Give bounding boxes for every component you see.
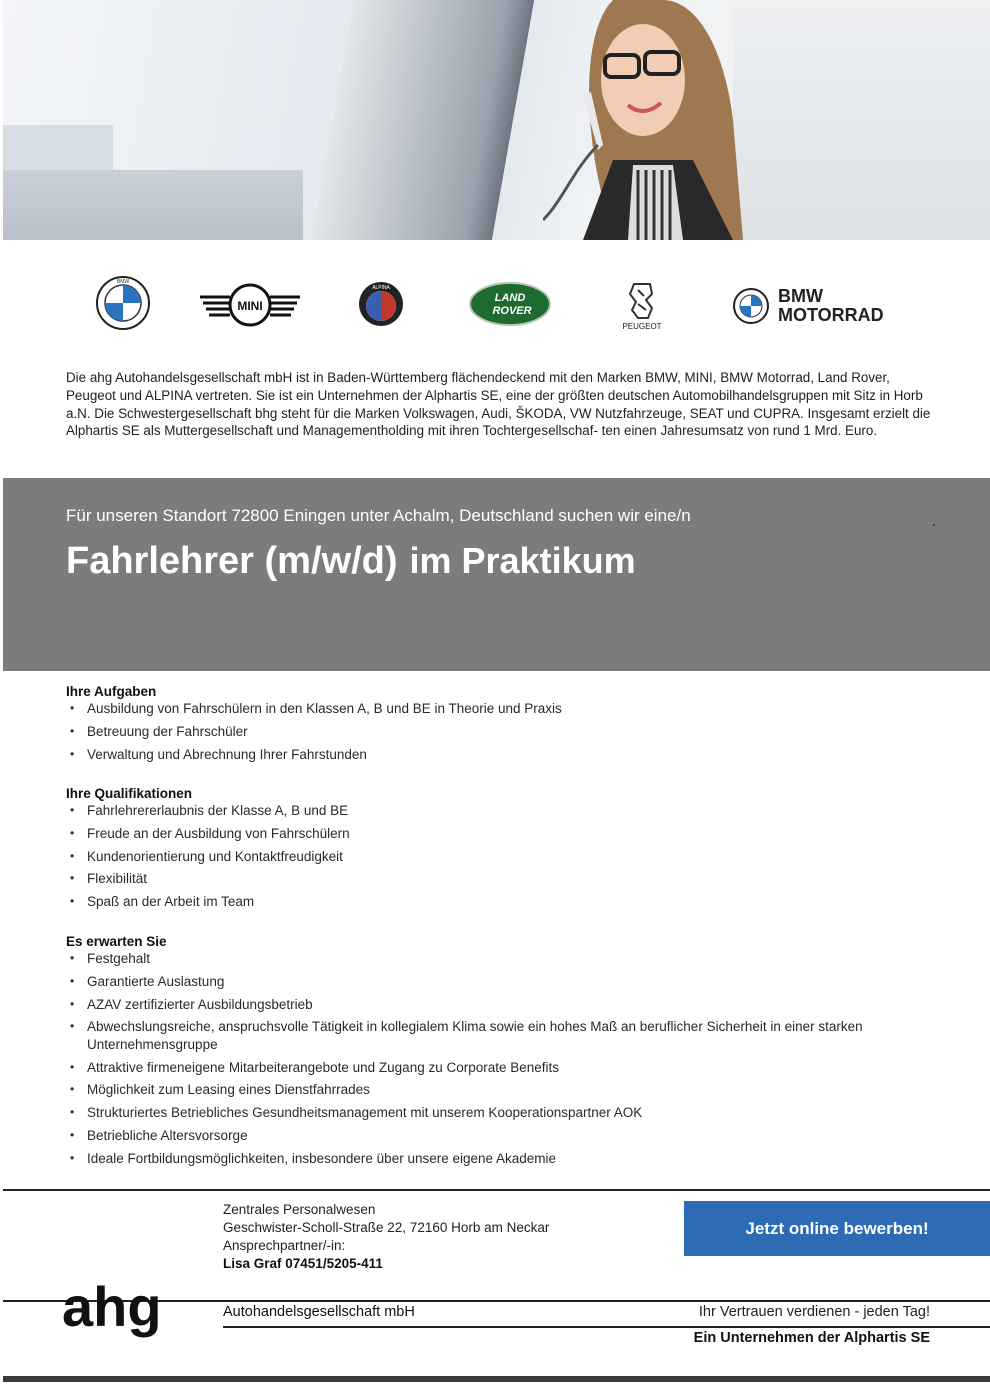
apply-online-button[interactable]: Jetzt online bewerben! — [684, 1201, 990, 1256]
list-item: • Abwechslungsreiche, anspruchsvolle Tätigkeit in kollegialem Klima sowie ein hohes Maß an beruflicher Sicherheit in einer starken Unternehmensgruppe — [66, 1018, 946, 1053]
svg-text:LAND: LAND — [494, 292, 526, 304]
list-item: • Attraktive firmeneigene Mitarbeiterangebote und Zugang zu Corporate Benefits — [66, 1059, 946, 1077]
list-item: • Fahrlehrererlaubnis der Klasse A, B und BE — [66, 802, 946, 820]
svg-text:MOTORRAD: MOTORRAD — [778, 305, 884, 325]
window-shape — [733, 0, 990, 240]
contact-department: Zentrales Personalwesen — [223, 1202, 376, 1217]
job-header-band — [3, 478, 990, 671]
job-title-main: Fahrlehrer (m/w/d) — [66, 540, 398, 582]
ahg-logo-icon — [62, 1276, 202, 1358]
peugeot-logo-icon — [608, 280, 678, 332]
qualifications-section — [66, 785, 946, 911]
company-intro: Die ahg Autohandelsgesellschaft mbH ist in Baden-Württemberg flächendeckend mit den Marken BMW, MINI, BMW Motorrad, Land Rover, Peugeot und ALPINA vertreten. Sie ist ein Unternehmen der Alphartis SE, eine der größten deutschen Automobilhandelsgruppen mit Sitz in Horb a.N. Die Schwestergesellschaft bhg steht für die Marken Volkswagen, Audi, ŠKODA, VW Nutzfahrzeuge, SEAT und CUPRA. Insgesamt erzielt die Alphartis SE als Muttergesellschaft und Managementholding mit ihren Tochtergesellschaf- ten einen Jahresumsatz von rund 1 Mrd. Euro. — [66, 370, 931, 439]
woman-on-phone-illustration — [543, 0, 743, 240]
list-item: • Festgehalt — [66, 950, 946, 968]
list-item: • Ideale Fortbildungsmöglichkeiten, insbesondere über unsere eigene Akademie — [66, 1150, 946, 1168]
list-item: • Betriebliche Altersvorsorge — [66, 1127, 946, 1145]
tasks-heading: Ihre Aufgaben — [66, 684, 157, 699]
footer-line-2 — [223, 1326, 990, 1328]
brand-logos — [90, 275, 920, 335]
land-rover-logo-icon — [468, 281, 552, 327]
contact-address: Geschwister-Scholl-Straße 22, 72160 Horb am Neckar — [223, 1220, 550, 1235]
benefits-list — [66, 950, 946, 1167]
list-item: • Möglichkeit zum Leasing eines Dienstfahrrades — [66, 1081, 946, 1099]
bmw-motorrad-logo-icon — [732, 283, 902, 329]
footer-top-divider — [3, 1189, 990, 1191]
job-title-suffix: im Praktikum — [409, 540, 636, 581]
job-title — [66, 540, 636, 583]
benefits-heading: Es erwarten Sie — [66, 934, 167, 949]
contact-label: Ansprechpartner/-in: — [223, 1238, 346, 1253]
svg-text:PEUGEOT: PEUGEOT — [622, 322, 662, 331]
list-item: • Ausbildung von Fahrschülern in den Klassen A, B und BE in Theorie und Praxis — [66, 700, 946, 718]
list-item: • Verwaltung und Abrechnung Ihrer Fahrstunden — [66, 746, 946, 764]
list-item: • Strukturiertes Betriebliches Gesundheitsmanagement mit unserem Kooperationspartner AOK — [66, 1104, 946, 1122]
desk-shape — [3, 170, 303, 240]
svg-text:ahg: ahg — [62, 1276, 162, 1338]
svg-text:BMW: BMW — [778, 286, 823, 306]
bottom-bar — [3, 1376, 990, 1382]
tasks-section — [66, 683, 946, 763]
bmw-logo-icon — [95, 275, 151, 331]
list-item: • Flexibilität — [66, 870, 946, 888]
alpina-logo-icon — [357, 280, 405, 328]
mini-logo-icon — [200, 283, 300, 327]
list-item: • AZAV zertifizierter Ausbildungsbetrieb — [66, 996, 946, 1014]
list-item: • Freude an der Ausbildung von Fahrschülern — [66, 825, 946, 843]
svg-text:BMW: BMW — [116, 279, 130, 285]
tasks-list — [66, 700, 946, 763]
list-item: • Kundenorientierung und Kontaktfreudigkeit — [66, 848, 946, 866]
decorative-dot — [933, 524, 935, 526]
company-name: Autohandelsgesellschaft mbH — [223, 1304, 415, 1320]
svg-text:ALPINA: ALPINA — [372, 285, 390, 291]
qualifications-heading: Ihre Qualifikationen — [66, 786, 193, 801]
list-item: • Betreuung der Fahrschüler — [66, 723, 946, 741]
contact-person: Lisa Graf 07451/5205-411 — [223, 1256, 383, 1271]
list-item: • Spaß an der Arbeit im Team — [66, 893, 946, 911]
company-slogan: Ihr Vertrauen verdienen - jeden Tag! — [698, 1304, 930, 1320]
hero-photo — [3, 0, 990, 240]
parent-company: Ein Unternehmen der Alphartis SE — [693, 1330, 930, 1346]
contact-block — [223, 1201, 549, 1273]
svg-text:ROVER: ROVER — [492, 305, 532, 317]
list-item: • Garantierte Auslastung — [66, 973, 946, 991]
benefits-section — [66, 933, 946, 1167]
svg-text:MINI: MINI — [237, 299, 263, 313]
location-line: Für unseren Standort 72800 Eningen unter Achalm, Deutschland suchen wir eine/n — [66, 506, 691, 525]
qualifications-list — [66, 802, 946, 911]
monitor-shape — [310, 0, 536, 240]
